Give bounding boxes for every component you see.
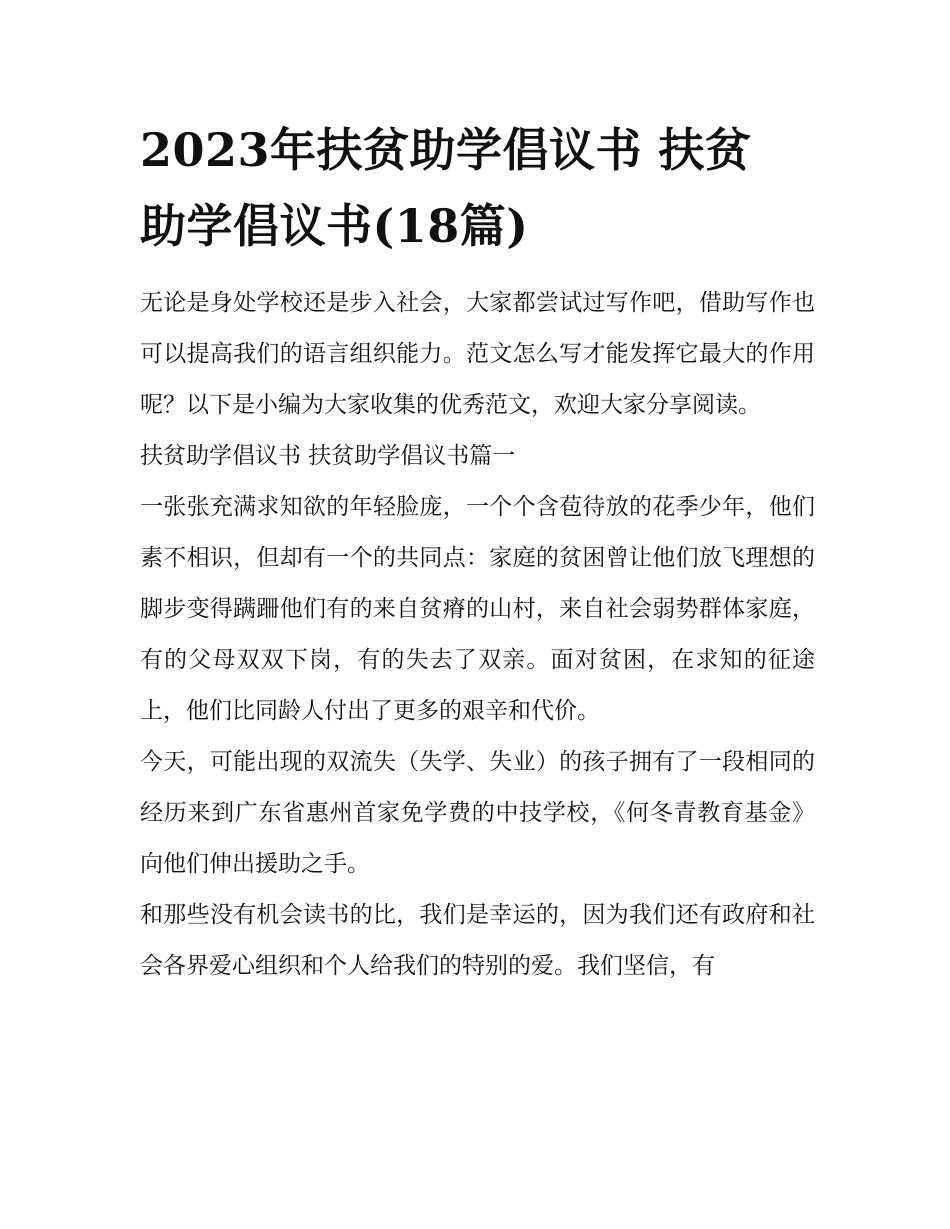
body-paragraph-3: 和那些没有机会读书的比，我们是幸运的，因为我们还有政府和社会各界爱心组织和个人给我们的特别的爱。我们坚信，有 — [140, 902, 815, 979]
body-paragraph-1: 一张张充满求知欲的年轻脸庞，一个个含苞待放的花季少年，他们素不相识，但却有一个的共同点：家庭的贫困曾让他们放飞理想的脚步变得蹒跚他们有的来自贫瘠的山村，来自社会弱势群体家庭，有的父母双双下岗，有的失去了双亲。面对贫困，在求知的征途上，他们比同龄人付出了更多的艰辛和代价。 — [140, 494, 815, 724]
intro-paragraph: 无论是身处学校还是步入社会，大家都尝试过写作吧，借助写作也可以提高我们的语言组织能力。范文怎么写才能发挥它最大的作用呢？以下是小编为大家收集的优秀范文，欢迎大家分享阅读。 — [140, 290, 815, 418]
body-paragraph-2: 今天，可能出现的双流失（失学、失业）的孩子拥有了一段相同的经历来到广东省惠州首家免学费的中技学校，《何冬青教育基金》向他们伸出援助之手。 — [140, 749, 815, 877]
section-heading: 扶贫助学倡议书 扶贫助学倡议书篇一 — [140, 443, 516, 469]
document-title: 2023年扶贫助学倡议书 扶贫助学倡议书(18篇) — [140, 123, 752, 253]
document-body — [140, 112, 815, 992]
